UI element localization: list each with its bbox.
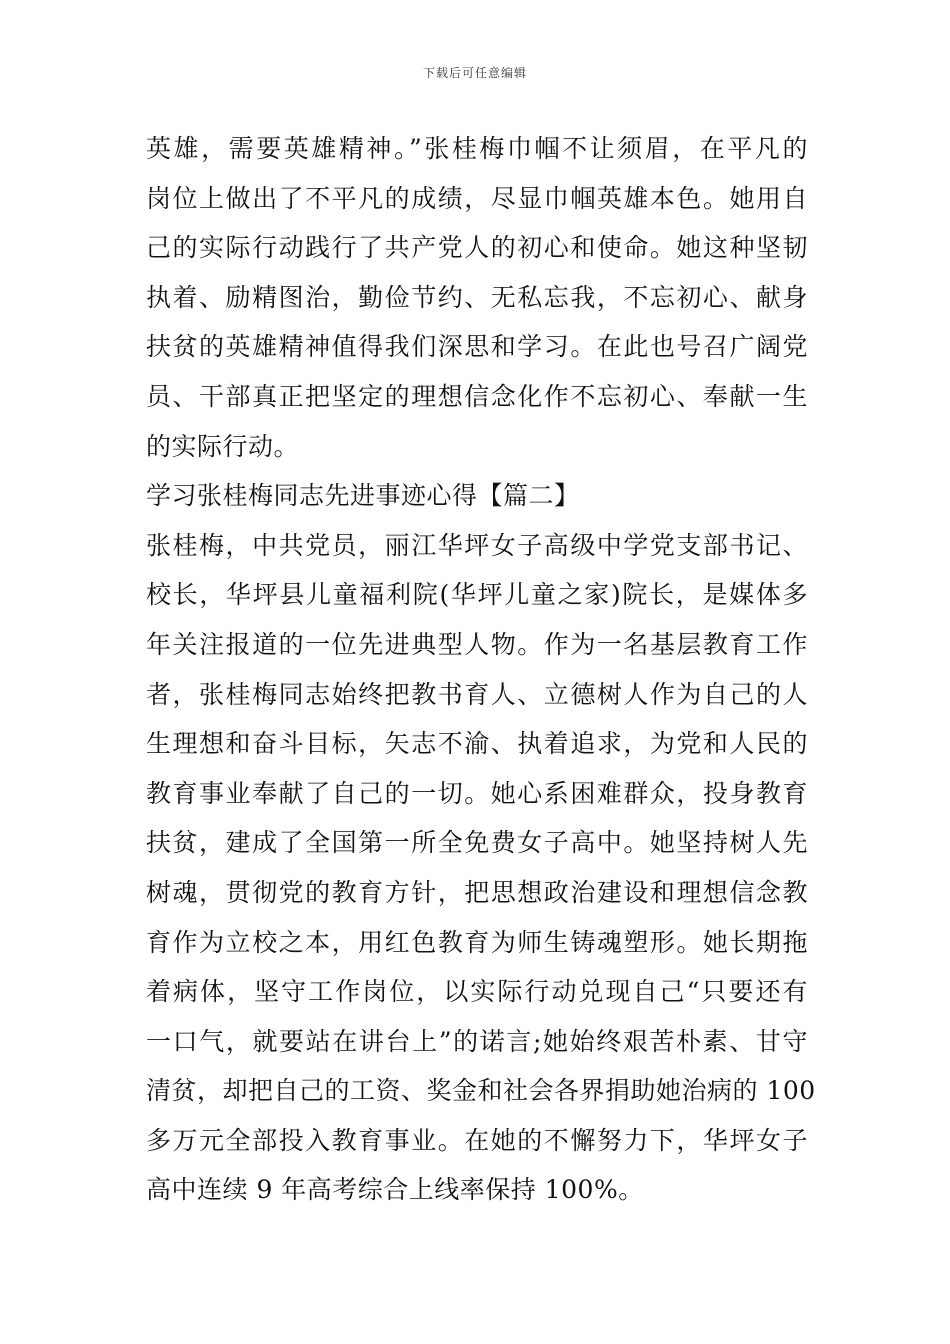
text-line: 树魂，贯彻党的教育方针，把思想政治建设和理想信念教 — [146, 877, 808, 907]
text-line: 着病体，坚守工作岗位，以实际行动兑现自己“只要还有 — [146, 977, 808, 1007]
text-line: 生理想和奋斗目标，矢志不渝、执着追求，为党和人民的 — [146, 729, 808, 759]
text-line: 者，张桂梅同志始终把教书育人、立德树人作为自己的人 — [146, 679, 808, 709]
document-body — [146, 124, 816, 1215]
text-line: 多万元全部投入教育事业。在她的不懈努力下，华坪女子 — [146, 1125, 808, 1155]
text-line: 员、干部真正把坚定的理想信念化作不忘初心、奉献一生 — [146, 381, 808, 411]
text-line: 英雄，需要英雄精神。”张桂梅巾帼不让须眉，在平凡的 — [146, 134, 808, 163]
heading-text: 学习张桂梅同志先进事迹心得【篇二】 — [146, 481, 580, 511]
text-line: 执着、励精图治，勤俭节约、无私忘我，不忘初心、献身 — [146, 282, 808, 312]
text-line: 育作为立校之本，用红色教育为师生铸魂塑形。她长期拖 — [146, 927, 808, 957]
text-line: 校长，华坪县儿童福利院(华坪儿童之家)院长，是媒体多 — [146, 580, 808, 610]
text-line: 一口气，就要站在讲台上”的诺言;她始终艰苦朴素、甘守 — [146, 1026, 808, 1056]
text-line: 张桂梅，中共党员，丽江华坪女子高级中学党支部书记、 — [146, 530, 808, 560]
section-heading — [146, 471, 808, 521]
text-line: 己的实际行动践行了共产党人的初心和使命。她这种坚韧 — [146, 233, 808, 263]
text-line: 扶贫的英雄精神值得我们深思和学习。在此也号召广阔党 — [146, 332, 808, 362]
text-line: 年关注报道的一位先进典型人物。作为一名基层教育工作 — [146, 629, 808, 659]
paragraph — [146, 521, 816, 1215]
paragraph — [146, 124, 808, 471]
text-line: 清贫，却把自己的工资、奖金和社会各界捐助她治病的 100 — [146, 1076, 816, 1106]
text-line: 教育事业奉献了自己的一切。她心系困难群众，投身教育 — [146, 778, 808, 808]
page-header: 下载后可任意编辑 — [422, 66, 527, 80]
text-line: 扶贫，建成了全国第一所全免费女子高中。她坚持树人先 — [146, 828, 808, 858]
text-line: 高中连续 9 年高考综合上线率保持 100%。 — [146, 1175, 644, 1205]
text-line: 岗位上做出了不平凡的成绩，尽显巾帼英雄本色。她用自 — [146, 183, 808, 213]
text-line: 的实际行动。 — [146, 431, 300, 461]
